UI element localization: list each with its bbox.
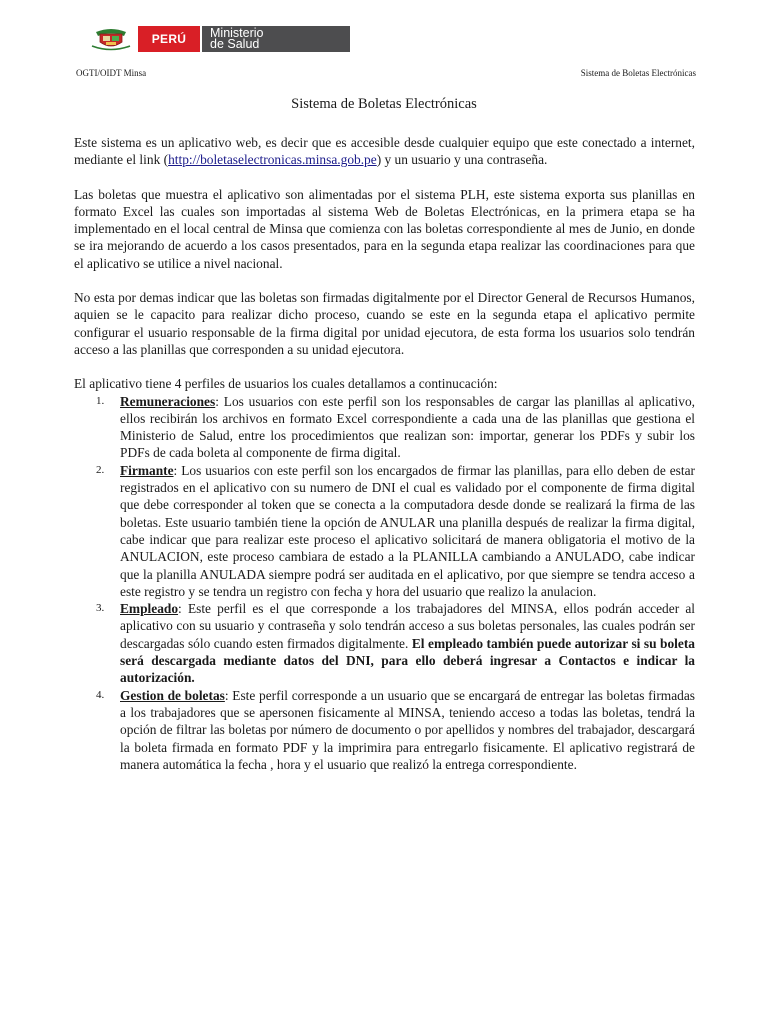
profile-term: Gestion de boletas xyxy=(120,687,225,703)
profile-term: Empleado xyxy=(120,601,179,617)
profile-description: : Los usuarios con este perfil son los responsables de cargar las planillas al aplicativo, ellos recibirán los archivos en formato Excel correspondiente a cada una de las planillas que gestiona el Ministerio de Salud, entre los procedimientos que realizan son: importar, generar los PDFs y subir los PDFs de cada boleta al componente de firma digital. xyxy=(120,393,695,461)
ministry-line-1: Ministerio xyxy=(210,26,264,40)
list-number: 4. xyxy=(96,688,105,701)
profile-description: : Este perfil corresponde a un usuario que se encargará de entregar las boletas firmadas a los trabajadores que se apersonen fisicamente al MINSA, teniendo acceso a todas las boletas, tendrá la opción de filtrar las boletas por número de documento o por apellidos y nombres del trabajador, descargará la boleta firmada en formato PDF y la imprimira para entregarlo fisicamente. El aplicativo registrará de manera automática la fecha , hora y el usuario que realizó la entrega correspondiente. xyxy=(120,687,695,772)
list-number: 1. xyxy=(96,394,105,407)
profiles-intro: El aplicativo tiene 4 perfiles de usuarios los cuales detallamos a continucación: xyxy=(74,376,498,392)
list-number: 3. xyxy=(96,602,105,615)
profile-term: Firmante xyxy=(120,462,174,478)
list-number: 2. xyxy=(96,463,105,476)
list-item xyxy=(74,393,695,462)
profile-emphasis: El empleado también puede autorizar si su boleta será descargada mediante datos del DNI, para ello deberá ingresar a Contactos e indicar la autorización. xyxy=(120,635,695,686)
profile-description: : Este perfil es el que corresponde a los trabajadores del MINSA, ellos podrán acceder al aplicativo con su usuario y contraseña y solo tendrán acceso a sus boletas personales, las cuales podrán ser descargadas sólo cuando esten firmados digitalmente. xyxy=(120,601,695,651)
ministry-line-2: de Salud xyxy=(210,37,260,51)
coat-of-arms-icon xyxy=(86,26,136,52)
header-left-text: OGTI/OIDT Minsa xyxy=(76,68,147,78)
site-link[interactable]: http://boletaselectronicas.minsa.gob.pe xyxy=(168,152,377,168)
document-body xyxy=(74,134,695,773)
profile-description: : Los usuarios con este perfil son los encargados de firmar las planillas, para ello deben de estar registrados en el aplicativo con su numero de DNI el cual es validado por el componente de firma digital que debe corresponder al token que se conecta a la computadora desde donde se realizará la firma de las boletas. Este usuario también tiene la opción de ANULAR una planilla después de realizar la firma digital, cabe indicar que para realizar este proceso el aplicativo solicitará de manera obligatoria el motivo de la ANULACION, este proceso cambiara de estado a la PLANILLA cambiando a ANULADO, cabe indicar que la planilla ANULADA siempre podrá ser auditada en el aplicativo, por que siempre se tendra acceso a este registro y se tendra un registro con fecha y hora del usuario que realizo la anulacion. xyxy=(120,462,695,599)
paragraph-2: Las boletas que muestra el aplicativo son alimentadas por el sistema PLH, este sistema exporta sus planillas en formato Excel las cuales son importadas al sistema Web de Boletas Electrónicas, en la primera etapa se ha implementado en el local central de Minsa que comienza con las boletas correspondiente al mes de Junio, en donde se ira mejorando de acuerdo a los casos presentados, para en la segunda etapa realizar las coordinaciones para que el aplicativo se utilice a nivel nacional. xyxy=(74,186,695,271)
paragraph-3: No esta por demas indicar que las boletas son firmadas digitalmente por el Director General de Recursos Humanos, aquien se le capacito para realizar dicho proceso, cuando se este en la segunda etapa el aplicativo permite configurar el usuario responsable de la firma digital por unidad ejecutora, de esta forma los usuarios solo tendrán acceso a las planillas que corresponden a su unidad ejecutora. xyxy=(74,290,695,357)
document-title: Sistema de Boletas Electrónicas xyxy=(291,96,477,112)
profiles-list xyxy=(74,393,695,774)
paragraph-1-text-after: ) y un usuario y una contraseña. xyxy=(376,152,548,168)
paragraph-1 xyxy=(74,134,695,169)
country-label: PERÚ xyxy=(136,26,200,52)
list-item xyxy=(74,687,695,773)
profile-term: Remuneraciones xyxy=(120,393,216,409)
header-right-text: Sistema de Boletas Electrónicas xyxy=(580,68,696,78)
ministry-label xyxy=(200,26,350,52)
minsa-logo xyxy=(86,26,350,52)
list-item xyxy=(74,462,695,600)
paragraph-1-text-before: Este sistema es un aplicativo web, es decir que es accesible desde cualquier equipo que este conectado a internet, mediante el link ( xyxy=(74,135,695,168)
list-item xyxy=(74,600,695,686)
